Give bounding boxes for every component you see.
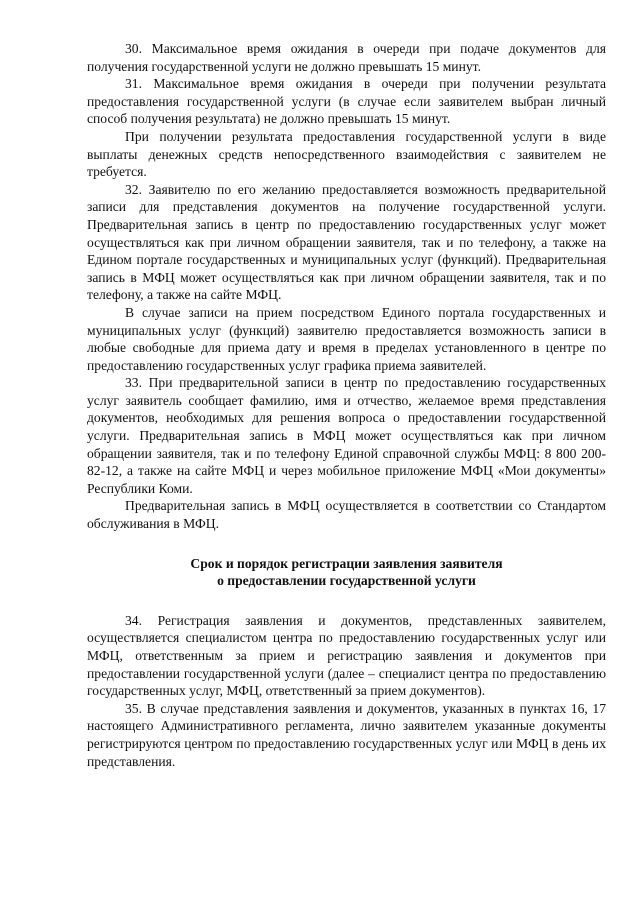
spacer xyxy=(87,590,606,612)
paragraph-32: 32. Заявителю по его желанию предоставляется возможность предварительной записи для представления документов на получение государственной услуги. Предварительная запись в центр по предоставлению государственных услуг может осуществляться как при личном обращении заявителя, так и по телефону, а также на Едином портале государственных и муниципальных услуг (функций). Предварительная запись в МФЦ может осуществляться как при личном обращении заявителя, так и по телефону, а также на сайте МФЦ. xyxy=(87,181,606,303)
paragraph-33-standard: Предварительная запись в МФЦ осуществляется в соответствии со Стандартом обслуживания в МФЦ. xyxy=(87,498,606,532)
paragraph-32-portal: В случае записи на прием посредством Единого портала государственных и муниципальных услуг (функций) заявителю предоставляется возможность записи в любые свободные для приема дату и время в пределах установленного в центре по предоставлению государственных услуг графика приема заявителей. xyxy=(87,304,606,373)
paragraph-34: 34. Регистрация заявления и документов, представленных заявителем, осуществляется специалистом центра по предоставлению государственных услуг или МФЦ, ответственным за прием и регистрацию заявления и документов при предоставлении государственной услуги (далее – специалист центра по предоставлению государственных услуг, МФЦ, ответственный за прием документов). xyxy=(87,612,606,699)
paragraph-31-note: При получении результата предоставления государственной услуги в виде выплаты денежных средств непосредственного взаимодействия с заявителем не требуется. xyxy=(87,128,606,180)
section-heading-line-1: Срок и порядок регистрации заявления заявителя xyxy=(190,555,503,571)
paragraph-31: 31. Максимальное время ожидания в очереди при получении результата предоставления государственной услуги (в случае если заявителем выбран личный способ получения результата) не должно превышать 15 минут. xyxy=(87,76,606,127)
paragraph-33: 33. При предварительной записи в центр по предоставлению государственных услуг заявитель сообщает фамилию, имя и отчество, желаемое время представления документов, необходимых для решения вопроса о предоставлении государственной услуги. Предварительная запись в МФЦ может осуществляться как при личном обращении заявителя, так и по телефону Единой справочной службы МФЦ: 8 800 200-82-12, а также на сайте МФЦ и через мобильное приложение МФЦ «Мои документы» Республики Коми. xyxy=(87,375,606,496)
paragraph-30: 30. Максимальное время ожидания в очереди при подаче документов для получения государственной услуги не должно превышать 15 минут. xyxy=(87,41,606,74)
section-heading-line-2: о предоставлении государственной услуги xyxy=(217,573,476,589)
spacer xyxy=(87,533,606,555)
paragraph-35: 35. В случае представления заявления и документов, указанных в пунктах 16, 17 настоящего Административного регламента, лично заявителем указанные документы регистрируются центром по предоставлению государственных услуг или МФЦ в день их представления. xyxy=(87,700,606,769)
